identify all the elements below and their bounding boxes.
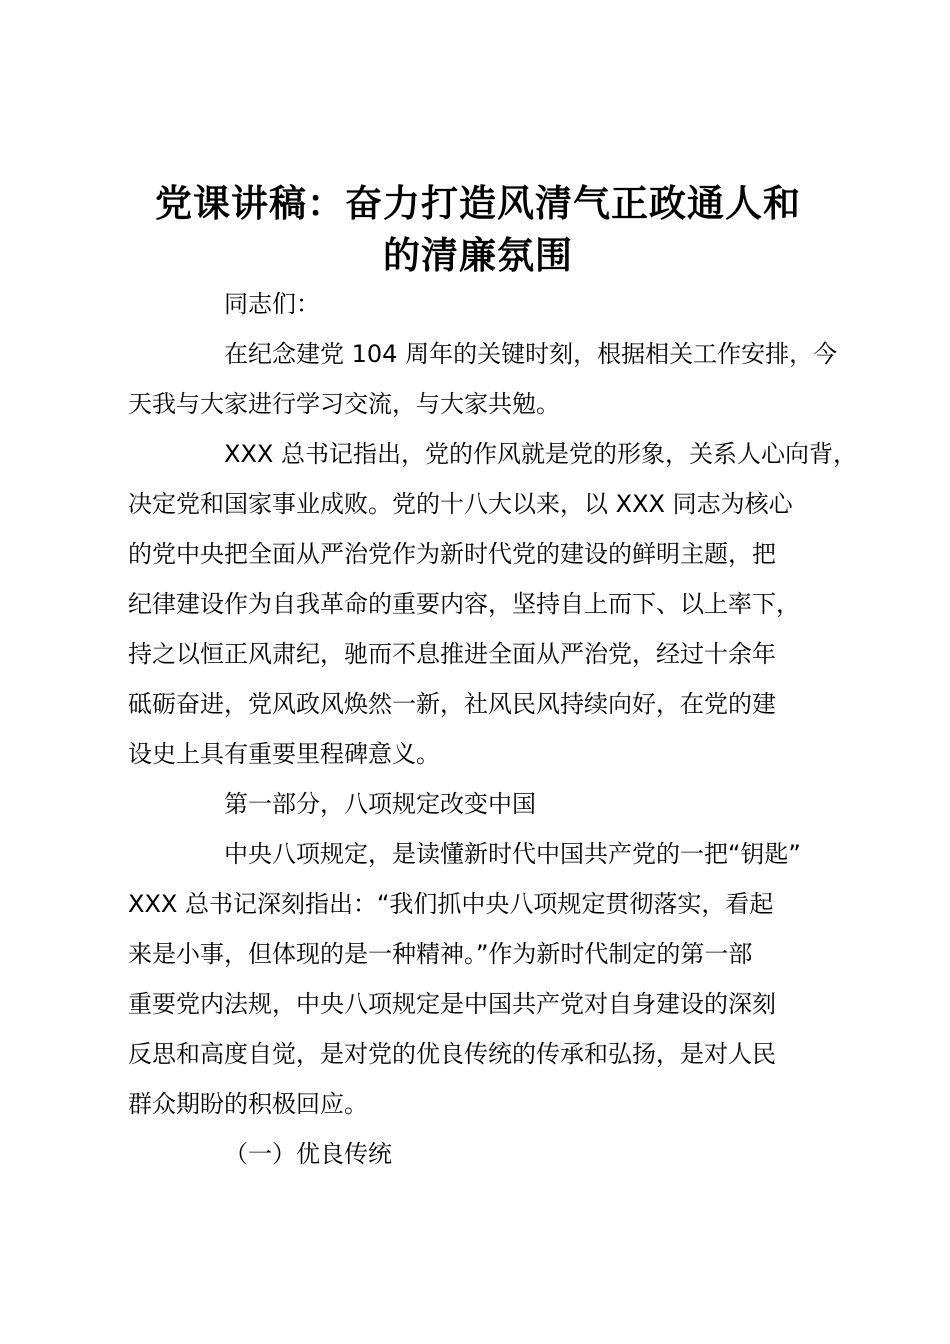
title-line-1: 党课讲稿：奋力打造风清气正政通人和 xyxy=(155,182,801,225)
body-paragraph xyxy=(128,829,848,1129)
text-line: 纪律建设作为自我革命的重要内容，坚持自上而下、以上率下， xyxy=(128,590,800,618)
document-title xyxy=(118,178,838,282)
text-line: 天我与大家进行学习交流，与大家共勉。 xyxy=(128,390,560,418)
text-line: 第一部分，八项规定改变中国 xyxy=(224,790,536,818)
text-line: 中央八项规定，是读懂新时代中国共产党的一把“钥匙” xyxy=(224,840,801,868)
text-line: 设史上具有重要里程碑意义。 xyxy=(128,740,440,768)
text-line: 持之以恒正风肃纪，驰而不息推进全面从严治党，经过十余年 xyxy=(128,640,776,668)
text-line: 同志们： xyxy=(224,290,320,318)
body-paragraph xyxy=(128,429,857,779)
text-line: XXX 总书记指出，党的作风就是党的形象，关系人心向背， xyxy=(224,440,857,468)
subsection-heading xyxy=(128,1129,848,1179)
text-line: 的党中央把全面从严治党作为新时代党的建设的鲜明主题，把 xyxy=(128,540,776,568)
section-heading xyxy=(128,779,848,829)
intro-paragraph xyxy=(128,329,848,429)
document-body xyxy=(128,279,857,1179)
text-line: 砥砺奋进，党风政风焕然一新，社风民风持续向好，在党的建 xyxy=(128,690,776,718)
text-line: 在纪念建党 104 周年的关键时刻，根据相关工作安排，今 xyxy=(224,340,838,368)
text-line: 群众期盼的积极回应。 xyxy=(128,1090,368,1118)
text-line: （一）优良传统 xyxy=(224,1140,392,1168)
text-line: 来是小事，但体现的是一种精神。”作为新时代制定的第一部 xyxy=(128,940,753,968)
text-line: XXX 总书记深刻指出：“我们抓中央八项规定贯彻落实，看起 xyxy=(128,890,774,918)
text-line: 决定党和国家事业成败。党的十八大以来，以 XXX 同志为核心 xyxy=(128,490,793,518)
text-line: 重要党内法规，中央八项规定是中国共产党对自身建设的深刻 xyxy=(128,990,776,1018)
salutation-paragraph xyxy=(128,279,848,329)
text-line: 反思和高度自觉，是对党的优良传统的传承和弘扬，是对人民 xyxy=(128,1040,776,1068)
title-line-2: 的清廉氛围 xyxy=(383,234,573,277)
